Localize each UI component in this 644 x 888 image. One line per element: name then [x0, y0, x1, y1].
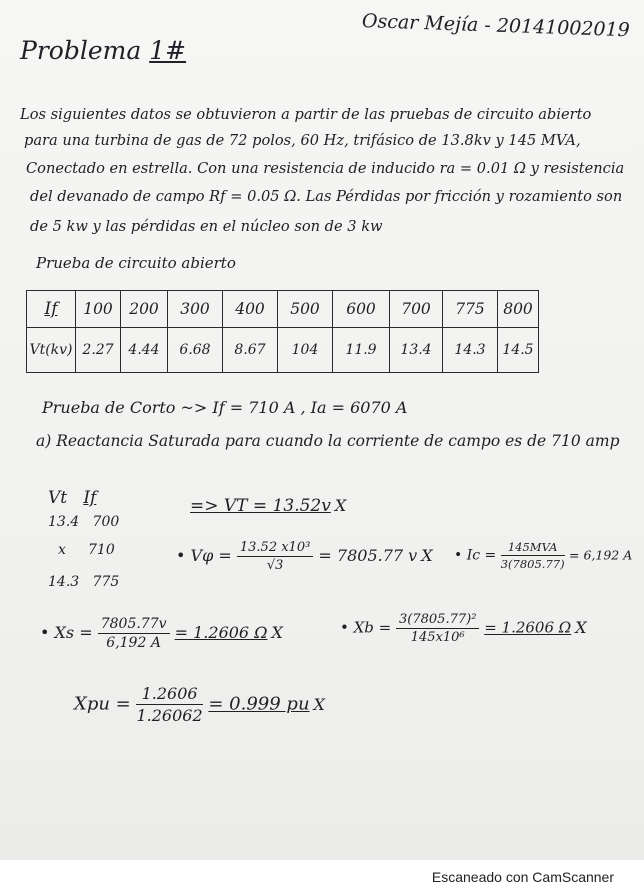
table-cell: 14.3 [443, 328, 498, 373]
interp-cell: 13.4 [48, 514, 80, 530]
paragraph-line-4: del devanado de campo Rf = 0.05 Ω. Las Pérdidas por fricción y rozamiento son [30, 188, 623, 205]
paragraph-line-1: Los siguientes datos se obtuvieron a partir de las pruebas de circuito abierto [20, 106, 592, 123]
table-cell: 400 [223, 291, 278, 328]
table-cell: 11.9 [333, 328, 390, 373]
interp-cell: x [58, 542, 66, 558]
interp-cell: 700 [92, 514, 120, 530]
table-cell: 8.67 [223, 328, 278, 373]
part-a-question: a) Reactancia Saturada para cuando la corriente de campo es de 710 amp [36, 432, 620, 450]
check-mark-icon: X [271, 623, 283, 642]
paragraph-line-5: de 5 kw y las pérdidas en el núcleo son de 3 kw [30, 218, 383, 235]
table-cell: 100 [76, 291, 121, 328]
vt-result: => VT = 13.52v X [190, 496, 347, 516]
vphi-equation: • Vφ = $\frac{\text{13.52 x10³}}{√3}$ = 7805.77 v X [176, 540, 433, 573]
table-cell: 6.68 [168, 328, 223, 373]
table-title: Prueba de circuito abierto [36, 254, 236, 272]
table-cell: 775 [443, 291, 498, 328]
check-mark-icon: X [313, 694, 325, 714]
check-mark-icon: X [334, 496, 347, 515]
short-circuit-test: Prueba de Corto ~> If = 710 A , Ia = 6070 A [42, 398, 408, 417]
table-row-vt [27, 328, 539, 373]
interpolation-table [48, 488, 119, 592]
table-cell: 800 [498, 291, 539, 328]
scanner-watermark: Escaneado con CamScanner [431, 869, 614, 885]
check-mark-icon: X [421, 546, 433, 565]
scanner-footer [0, 860, 644, 888]
interp-head-if: If [83, 488, 97, 508]
table-cell: 300 [168, 291, 223, 328]
check-mark-icon: X [575, 617, 587, 637]
paragraph-line-3: Conectado en estrella. Con una resistencia de inducido ra = 0.01 Ω y resistencia [26, 160, 625, 177]
table-cell: 4.44 [121, 328, 168, 373]
xs-equation: • Xs = $\frac{7805.77v}{6,192 A}$ = 1.2606 Ω X [40, 616, 283, 651]
problem-title [20, 36, 186, 65]
xb-equation: • Xb = $\frac{\text{3(7805.77)²}}{\text{145x10⁶}}$ = 1.2606 Ω X [340, 612, 587, 645]
author-signature: Oscar Mejía - 20141002019 [361, 10, 631, 42]
problem-title-number: 1# [149, 36, 187, 65]
table-row-if [27, 291, 539, 328]
table-header-if: If [27, 291, 76, 328]
xpu-equation: Xpu = $\frac{1.2606}{1.26062}$ = 0.999 pu X [74, 684, 325, 725]
ic-equation: • Ic = $\frac{\text{145MVA}}{3(7805.77)}$ = 6,192 A [454, 540, 633, 571]
table-cell: 13.4 [390, 328, 443, 373]
table-cell: 600 [333, 291, 390, 328]
table-header-vt: Vt(kv) [27, 328, 76, 373]
interp-cell: 775 [92, 574, 120, 590]
table-cell: 500 [278, 291, 333, 328]
problem-title-prefix: Problema [20, 36, 142, 65]
interp-cell: 14.3 [48, 574, 80, 590]
interp-head-vt: Vt [48, 488, 68, 508]
table-cell: 2.27 [76, 328, 121, 373]
table-cell: 700 [390, 291, 443, 328]
table-cell: 200 [121, 291, 168, 328]
table-cell: 14.5 [498, 328, 539, 373]
interp-cell: 710 [88, 542, 115, 558]
paragraph-line-2: para una turbina de gas de 72 polos, 60 Hz, trifásico de 13.8kv y 145 MVA, [24, 132, 581, 149]
table-cell: 104 [278, 328, 333, 373]
open-circuit-table [26, 290, 539, 373]
